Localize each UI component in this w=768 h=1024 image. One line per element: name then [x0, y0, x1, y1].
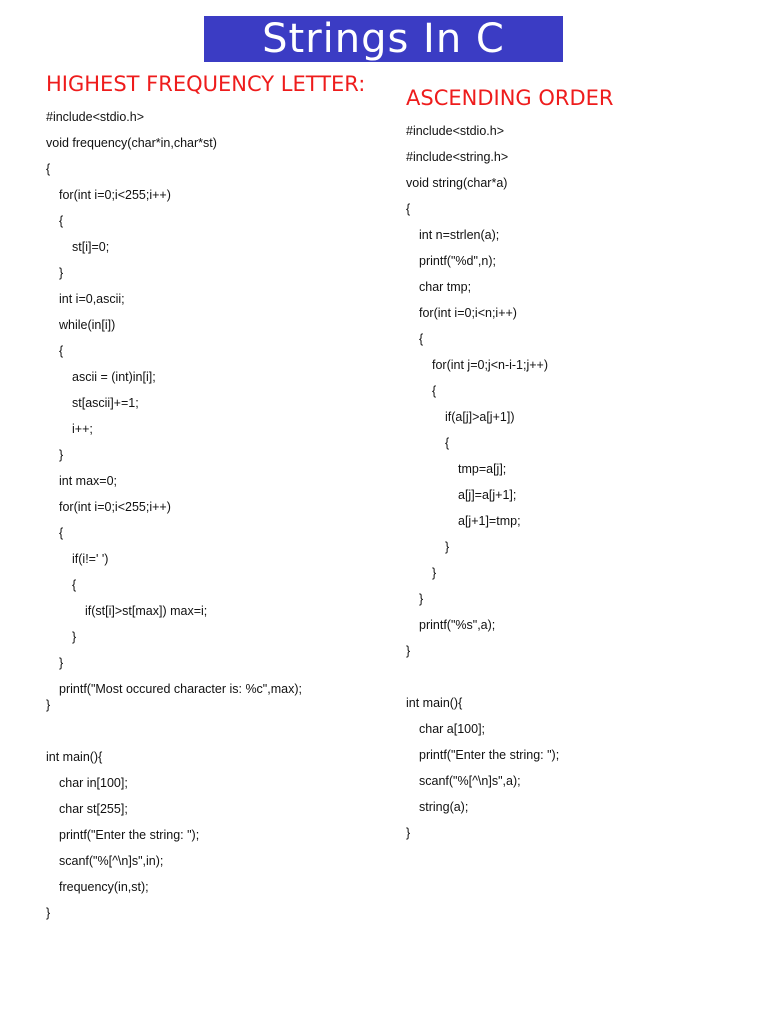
code-line: void string(char*a) [406, 176, 508, 190]
code-line: char a[100]; [419, 722, 486, 736]
code-line: printf("%s",a); [419, 618, 496, 632]
section-heading-ascending-order: ASCENDING ORDER [406, 86, 614, 110]
code-line: string(a); [419, 800, 469, 814]
code-line: for(int i=0;i<n;i++) [419, 306, 517, 320]
code-line: { [59, 344, 64, 358]
code-line: scanf("%[^\n]s",a); [419, 774, 521, 788]
code-line: #include<stdio.h> [46, 110, 144, 124]
code-line: scanf("%[^\n]s",in); [59, 854, 164, 868]
code-line: } [432, 566, 437, 580]
code-line: char tmp; [419, 280, 472, 294]
code-line: } [46, 698, 51, 712]
code-line: { [445, 436, 450, 450]
code-line: for(int i=0;i<255;i++) [59, 188, 171, 202]
code-line: a[j+1]=tmp; [458, 514, 521, 528]
section-heading-highest-frequency: HIGHEST FREQUENCY LETTER: [46, 72, 366, 96]
code-line: { [432, 384, 437, 398]
code-line: void frequency(char*in,char*st) [46, 136, 217, 150]
code-line: } [59, 656, 64, 670]
code-line: char in[100]; [59, 776, 128, 790]
code-line: frequency(in,st); [59, 880, 149, 894]
code-line: a[j]=a[j+1]; [458, 488, 517, 502]
code-line: printf("Enter the string: "); [59, 828, 200, 842]
code-line: } [406, 826, 411, 840]
code-line: int main(){ [46, 750, 103, 764]
code-line: st[ascii]+=1; [72, 396, 139, 410]
code-line: ascii = (int)in[i]; [72, 370, 156, 384]
code-line: if(a[j]>a[j+1]) [445, 410, 515, 424]
code-line: { [59, 526, 64, 540]
code-line: { [72, 578, 77, 592]
code-line: { [406, 202, 411, 216]
code-line: } [59, 266, 64, 280]
code-line: int i=0,ascii; [59, 292, 125, 306]
page-title: Strings In C [204, 16, 563, 62]
code-line: printf("Most occured character is: %c",max); [59, 682, 302, 696]
code-line: } [445, 540, 450, 554]
code-line: #include<stdio.h> [406, 124, 504, 138]
code-line: } [46, 906, 51, 920]
code-line: { [46, 162, 51, 176]
code-line: printf("%d",n); [419, 254, 496, 268]
code-line: tmp=a[j]; [458, 462, 507, 476]
code-line: if(i!=' ') [72, 552, 109, 566]
code-line: int max=0; [59, 474, 118, 488]
code-line: { [59, 214, 64, 228]
code-line: while(in[i]) [59, 318, 116, 332]
code-line: { [419, 332, 424, 346]
code-line: for(int i=0;i<255;i++) [59, 500, 171, 514]
code-line: } [419, 592, 424, 606]
code-line: if(st[i]>st[max]) max=i; [85, 604, 208, 618]
code-line: for(int j=0;j<n-i-1;j++) [432, 358, 549, 372]
code-line: } [72, 630, 77, 644]
code-line: st[i]=0; [72, 240, 110, 254]
code-line: char st[255]; [59, 802, 128, 816]
code-line: int main(){ [406, 696, 463, 710]
code-line: } [59, 448, 64, 462]
code-line: int n=strlen(a); [419, 228, 500, 242]
code-line: printf("Enter the string: "); [419, 748, 560, 762]
code-line: #include<string.h> [406, 150, 509, 164]
code-line: } [406, 644, 411, 658]
code-line: i++; [72, 422, 93, 436]
